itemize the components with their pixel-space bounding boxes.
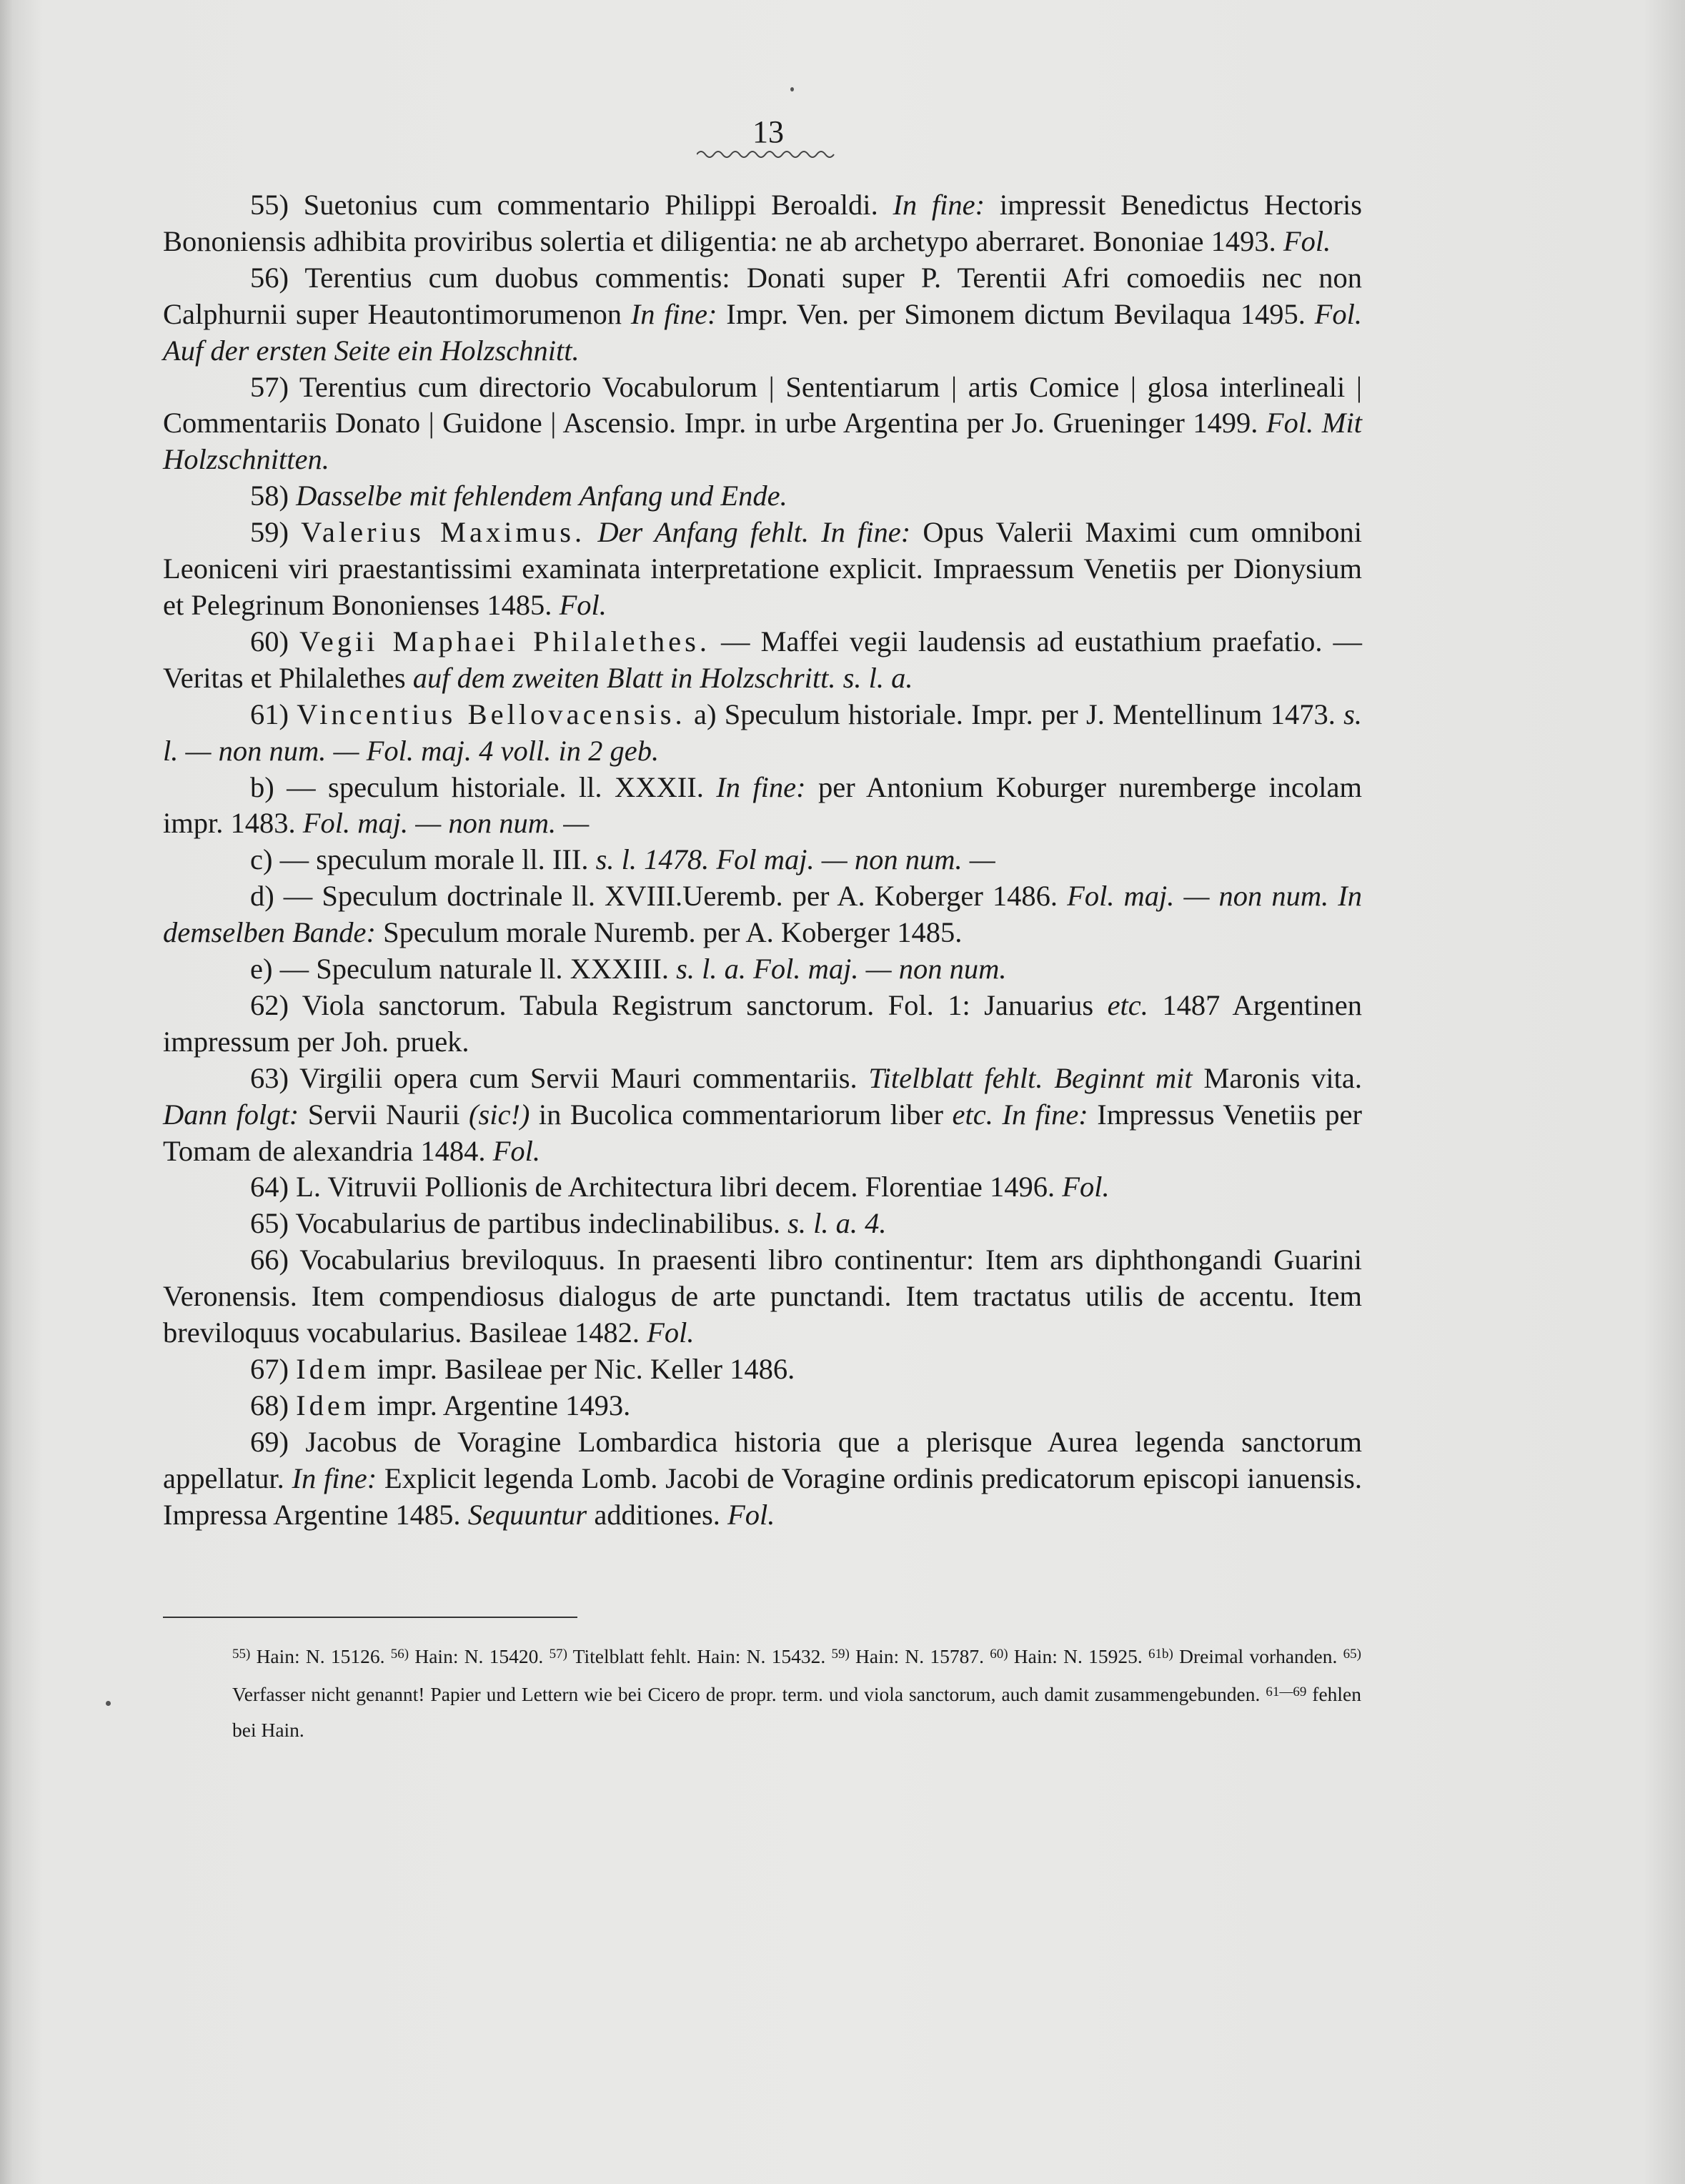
entry-text-segment: 59) <box>250 516 302 549</box>
entry-text-segment: 57) Terentius cum directorio Vocabulorum | Sententiarum | artis Comice | glosa interlineali | Commentariis Donato | Guidone | Ascensio. Impr. in urbe Argentina per Jo. Grueninger 1499. <box>163 370 1362 440</box>
footnote-text: Dreimal vorhanden. <box>1173 1645 1343 1667</box>
entry-text-segment: impr. Argentine 1493. <box>369 1389 631 1421</box>
entry-text-segment: (sic!) <box>468 1098 530 1131</box>
entry-text-segment: 61) <box>250 698 297 730</box>
footnote-text: Titelblatt fehlt. Hain: N. 15432. <box>567 1645 832 1667</box>
entry-text-segment: Servii Naurii <box>299 1098 469 1131</box>
footnotes <box>232 1637 1361 1748</box>
entry-text-segment: d) — Speculum doctrinale ll. XVIII.Ueremb. per A. Koberger 1486. <box>250 880 1068 913</box>
catalog-entry-61d <box>163 878 1362 951</box>
catalog-entry-60 <box>163 624 1362 697</box>
catalog-entry-61c <box>163 842 1362 878</box>
catalog-entry-62 <box>163 988 1362 1061</box>
entry-text-segment: Maronis vita. <box>1192 1061 1362 1094</box>
entry-text-segment: Fol. <box>727 1498 775 1531</box>
page-number: 13 <box>752 114 784 149</box>
entry-text-segment: 66) Vocabularius breviloquus. In praesenti libro continentur: Item ars diphthongandi Guarini Veronensis. Item compendiosus dialogus de arte punctandi. Item tractatus utilis de accentu. Item breviloquus vocabularius. Basileae 1482. <box>163 1244 1362 1349</box>
entry-text-segment: 55) Suetonius cum commentario Philippi Beroaldi. <box>250 189 893 221</box>
entry-text-segment: Vincentius Bellovacensis. <box>297 698 686 730</box>
footnote-text: Hain: N. 15787. <box>849 1645 990 1667</box>
catalog-entry-58 <box>163 478 1362 515</box>
footnote-rule <box>163 1617 577 1618</box>
entry-text-segment: Fol. <box>1062 1171 1110 1203</box>
entry-text-segment: — Maffei vegii laudensis ad eustathium praefatio. — Veritas et Philalethes <box>163 625 1362 694</box>
entry-text-segment: etc. <box>1107 988 1148 1021</box>
entry-text-segment: Sequuntur <box>467 1498 587 1531</box>
footnote-marker: 61b) <box>1148 1647 1173 1662</box>
entry-text-segment: additiones. <box>587 1498 728 1531</box>
entry-text-segment: 1487 Argentinen impressum per Joh. pruek. <box>163 988 1362 1058</box>
entry-text-segment: Idem <box>296 1389 370 1421</box>
footnote-marker: 55) <box>232 1647 251 1662</box>
footnote-marker: 60) <box>990 1647 1008 1662</box>
entry-text-segment: In fine: <box>716 770 806 803</box>
entry-text-segment: s. l. 1478. Fol maj. — non num. — <box>595 843 995 876</box>
catalog-entry-64 <box>163 1169 1362 1206</box>
footnote-text: Hain: N. 15925. <box>1008 1645 1149 1667</box>
entry-text-segment: 69) Jacobus de Voragine Lombardica historia que a plerisque Aurea legenda sanctorum appellatur. <box>163 1425 1362 1494</box>
entry-text-segment: 67) <box>250 1353 297 1385</box>
entry-text-segment: s. l. — non num. — Fol. maj. 4 voll. in 2 geb. <box>163 698 1363 767</box>
entry-text-segment: In fine: <box>893 189 985 221</box>
entry-text-segment: impressit Benedictus Hectoris Bononiensis adhibita proviribus solertia et diligentia: ne ab archetypo aberraret. Bononiae 1493. <box>163 189 1362 257</box>
entry-text-segment: c) — speculum morale ll. III. <box>250 843 596 876</box>
entry-text-segment: auf dem zweiten Blatt in Holzschritt. s. l. a. <box>412 661 913 694</box>
entry-text-segment: Idem <box>296 1353 370 1385</box>
catalog-entry-63 <box>163 1061 1362 1170</box>
entry-text-segment: in Bucolica commentariorum liber <box>530 1098 953 1131</box>
entry-text-segment: Fol. <box>647 1316 695 1349</box>
margin-speck <box>106 1701 111 1706</box>
entry-text-segment: Fol. maj. — non num. In demselben Bande: <box>163 880 1362 949</box>
entry-text-segment: In fine: <box>292 1461 377 1494</box>
catalog-entry-55 <box>163 187 1362 260</box>
catalog-entry-56 <box>163 260 1362 369</box>
footnote-text: Hain: N. 15420. <box>409 1645 550 1667</box>
entry-text-segment: Vegii Maphaei Philalethes. <box>299 625 710 657</box>
entry-text-segment: 56) Terentius cum duobus commentis: Donati super P. Terentii Afri comoediis nec non Calphurnii super Heautontimorumenon <box>163 261 1362 330</box>
entry-text-segment: 60) <box>250 625 299 657</box>
entry-text-segment: impr. Basileae per Nic. Keller 1486. <box>369 1353 795 1385</box>
entry-text-segment: Dann folgt: <box>163 1098 299 1131</box>
footnote-marker: 56) <box>390 1647 409 1662</box>
footnote-marker: 65) <box>1343 1647 1361 1662</box>
entry-text-segment: a) Speculum historiale. Impr. per J. Mentellinum 1473. <box>685 698 1344 730</box>
page-number-ornament <box>697 147 840 162</box>
entry-text-segment: Opus Valerii Maximi cum omniboni Leoniceni viri praestantissimi examinata interpretatione explicit. Impraessum Venetiis per Dionysium et Pelegrinum Bononienses 1485. <box>163 516 1362 621</box>
entry-text-segment: Fol. <box>559 588 607 621</box>
entry-text-segment: 64) L. Vitruvii Pollionis de Architectura libri decem. Florentiae 1496. <box>250 1171 1063 1203</box>
catalog-entry-61b <box>163 770 1362 843</box>
footnote-marker: 61—69 <box>1266 1684 1307 1699</box>
entry-text-segment: 58) <box>250 480 297 512</box>
catalog-entry-61e <box>163 951 1362 988</box>
catalog-entry-65 <box>163 1206 1362 1242</box>
footnote-text: Hain: N. 15126. <box>250 1645 391 1667</box>
footnote-text: fehlen bei Hain. <box>232 1683 1361 1741</box>
entry-text-segment: 62) Viola sanctorum. Tabula Registrum sanctorum. Fol. 1: Januarius <box>250 988 1108 1021</box>
entry-text-segment: Valerius Maximus. <box>301 516 586 549</box>
entry-text-segment: 63) Virgilii opera cum Servii Mauri commentariis. <box>250 1061 869 1094</box>
entry-text-segment: b) — speculum historiale. ll. XXXII. <box>250 770 717 803</box>
entry-text-segment: Impressus Venetiis per Tomam de alexandria 1484. <box>163 1098 1362 1167</box>
catalog-entry-68 <box>163 1388 1362 1424</box>
entry-text-segment: e) — Speculum naturale ll. XXXIII. <box>250 953 677 986</box>
entry-text-segment: s. l. a. Fol. maj. — non num. <box>676 953 1007 986</box>
footnote-block <box>232 1637 1361 1748</box>
catalog-entry-66 <box>163 1242 1362 1351</box>
footnote-marker: 59) <box>831 1647 850 1662</box>
entry-text-segment: Fol. maj. — non num. — <box>302 807 590 840</box>
catalog-entry-57 <box>163 369 1362 479</box>
entry-text-segment: In fine: <box>630 297 717 330</box>
catalog-entry-59 <box>163 515 1362 624</box>
entry-text-segment: 65) Vocabularius de partibus indeclinabilibus. <box>250 1207 788 1240</box>
entry-text-segment: per Antonium Koburger nuremberge incolam impr. 1483. <box>163 770 1362 840</box>
entry-text-segment: Fol. Mit Holzschnitten. <box>163 407 1362 476</box>
entry-text-segment: Fol. Auf der ersten Seite ein Holzschnitt. <box>163 297 1362 367</box>
catalog-entry-69 <box>163 1424 1362 1534</box>
entry-text-segment: 68) <box>250 1389 297 1421</box>
entry-text-segment: Explicit legenda Lomb. Jacobi de Voragine ordinis predicatorum episcopi ianuensis. Impressa Argentine 1485. <box>163 1461 1362 1531</box>
entry-text-segment: Fol. <box>1283 224 1331 257</box>
entry-text-segment: Fol. <box>492 1134 541 1167</box>
catalog-entry-61a <box>163 697 1362 770</box>
footnote-text: Verfasser nicht genannt! Papier und Lettern wie bei Cicero de propr. term. und viola sanctorum, auch damit zusammengebunden. <box>232 1683 1266 1705</box>
entry-text-segment: s. l. a. 4. <box>787 1207 887 1240</box>
entry-text-segment: Der Anfang fehlt. In fine: <box>597 516 911 549</box>
footnote-marker: 57) <box>549 1647 567 1662</box>
entry-text-segment: etc. In fine: <box>952 1098 1088 1131</box>
entry-text-segment: Impr. Ven. per Simonem dictum Bevilaqua 1495. <box>717 297 1315 330</box>
catalog-entries <box>163 187 1362 1534</box>
entry-text-segment <box>585 516 597 548</box>
entry-text-segment: Titelblatt fehlt. Beginnt mit <box>868 1061 1193 1094</box>
margin-speck <box>790 87 794 91</box>
entry-text-segment: Speculum morale Nuremb. per A. Koberger 1485. <box>376 916 963 949</box>
entry-text-segment: Dasselbe mit fehlendem Anfang und Ende. <box>296 480 787 512</box>
catalog-entry-67 <box>163 1351 1362 1388</box>
